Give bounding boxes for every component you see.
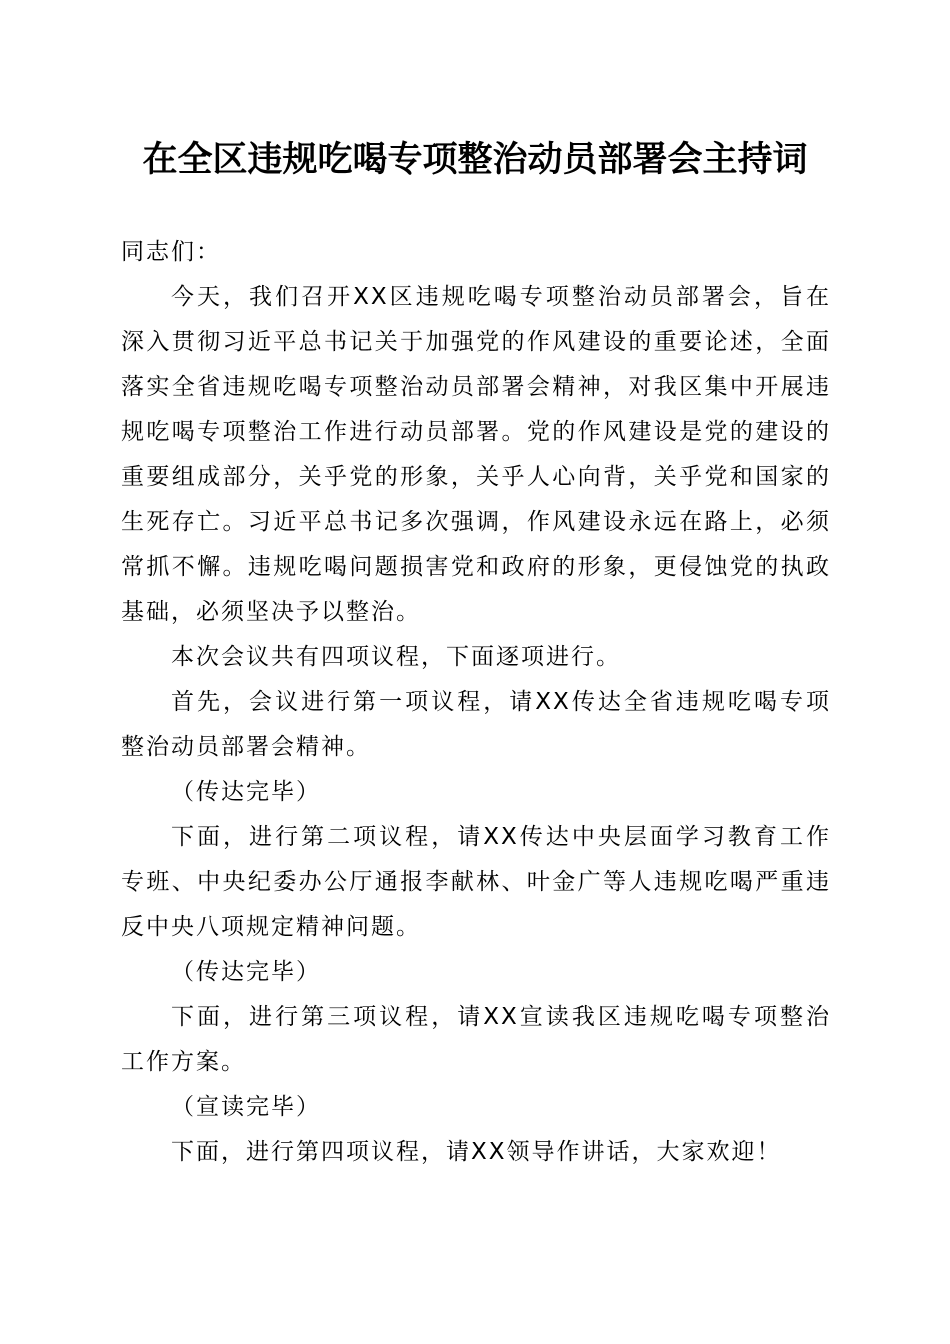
paragraph-agenda-item-2: 下面，进行第二项议程，请XX传达中央层面学习教育工作专班、中央纪委办公厅通报李献林、叶金广等人违规吃喝严重违反中央八项规定精神问题。	[121, 824, 831, 940]
paragraph-agenda-item-3: 下面，进行第三项议程，请XX宣读我区违规吃喝专项整治工作方案。	[121, 1004, 831, 1075]
paragraph-agenda-overview: 本次会议共有四项议程，下面逐项进行。	[171, 644, 621, 670]
paragraph-opening: 今天，我们召开XX区违规吃喝专项整治动员部署会，旨在深入贯彻习近平总书记关于加强党的作风建设的重要论述，全面落实全省违规吃喝专项整治动员部署会精神，对我区集中开展违规吃喝专项整治工作进行动员部署。党的作风建设是党的建设的重要组成部分，关乎党的形象，关乎人心向背，关乎党和国家的生死存亡。习近平总书记多次强调，作风建设永远在路上，必须常抓不懈。违规吃喝问题损害党和政府的形象，更侵蚀党的执政基础，必须坚决予以整治。	[121, 284, 831, 625]
document-body	[121, 230, 831, 1175]
salutation: 同志们：	[121, 239, 221, 265]
paragraph-agenda-item-1: 首先，会议进行第一项议程，请XX传达全省违规吃喝专项整治动员部署会精神。	[121, 689, 831, 760]
stage-note-3: （宣读完毕）	[171, 1094, 321, 1120]
paragraph-agenda-item-4: 下面，进行第四项议程，请XX领导作讲话，大家欢迎！	[171, 1139, 782, 1165]
stage-note-1: （传达完毕）	[171, 779, 321, 805]
stage-note-2: （传达完毕）	[171, 959, 321, 985]
document-title: 在全区违规吃喝专项整治动员部署会主持词	[142, 139, 808, 180]
